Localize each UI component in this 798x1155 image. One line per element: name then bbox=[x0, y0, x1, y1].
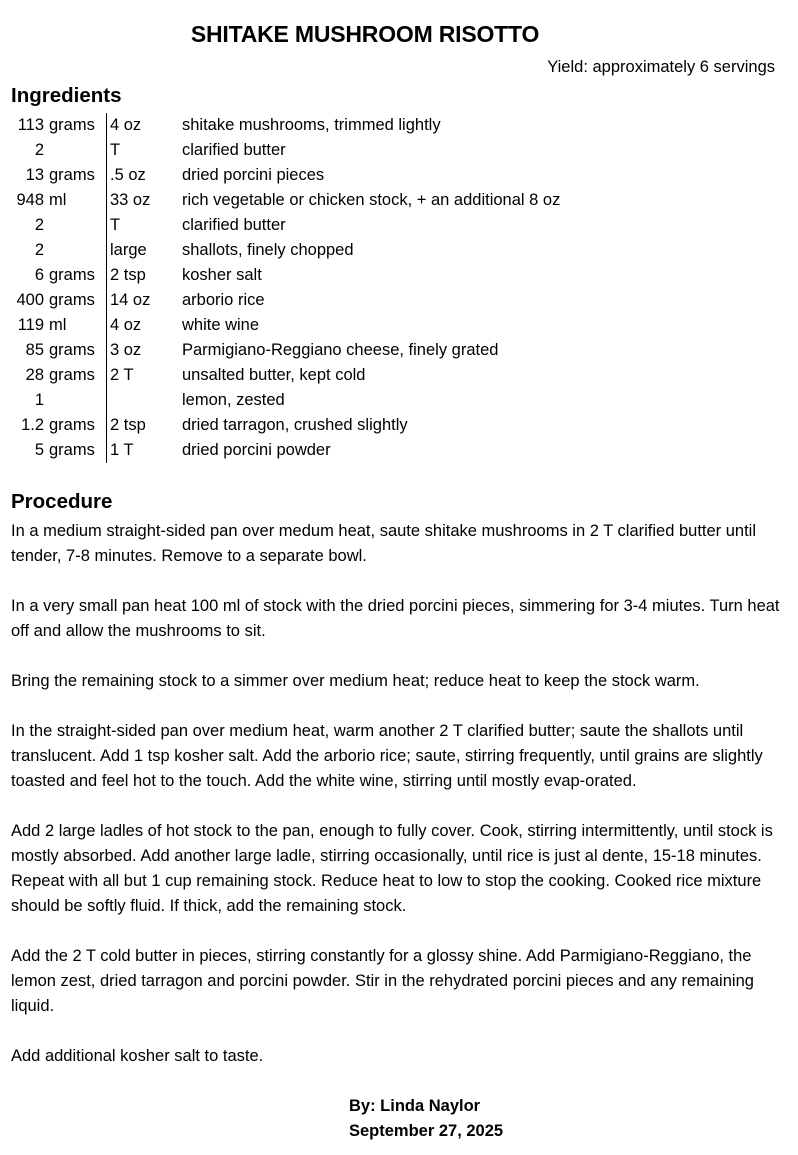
procedure-step: Add 2 large ladles of hot stock to the pan, enough to fully cover. Cook, stirring intermittently, until stock is mostly absorbed. Add another large ladle, stirring occasionally, until rice is just al dente, 15-18 minutes. Repeat with all but 1 cup remaining stock. Reduce heat to low to stop the cooking. Cooked rice mixture should be softly fluid. If thick, add the remaining stock. bbox=[11, 822, 773, 915]
ingredients-table bbox=[8, 113, 560, 463]
ingredient-description: lemon, zested bbox=[182, 391, 285, 409]
ingredient-row bbox=[8, 213, 560, 238]
ingredient-qty: 113 bbox=[17, 116, 44, 134]
ingredient-description: clarified butter bbox=[182, 141, 286, 159]
procedure-step: Add the 2 T cold butter in pieces, stirring constantly for a glossy shine. Add Parmigiano-Reggiano, the lemon zest, dried tarragon and porcini powder. Stir in the rehydrated porcini pieces and any remaining liquid. bbox=[11, 947, 754, 1015]
ingredient-row bbox=[8, 188, 560, 213]
ingredient-description: arborio rice bbox=[182, 291, 265, 309]
ingredient-description: clarified butter bbox=[182, 216, 286, 234]
ingredient-us-measure: .5 oz bbox=[107, 163, 183, 188]
ingredient-qty: 13 bbox=[25, 166, 44, 184]
procedure-step: In a very small pan heat 100 ml of stock with the dried porcini pieces, simmering for 3-4 miutes. Turn heat off and allow the mushrooms to sit. bbox=[11, 597, 780, 640]
ingredient-qty: 6 bbox=[34, 266, 44, 284]
ingredient-metric-unit bbox=[49, 213, 107, 238]
ingredient-metric-unit bbox=[49, 238, 107, 263]
ingredient-us-measure bbox=[107, 388, 183, 413]
ingredient-qty: 2 bbox=[34, 241, 44, 259]
ingredient-metric-unit: ml bbox=[49, 191, 67, 209]
ingredient-row bbox=[8, 413, 560, 438]
ingredient-description: shallots, finely chopped bbox=[182, 241, 354, 259]
ingredient-metric-unit bbox=[49, 388, 107, 413]
recipe-title: SHITAKE MUSHROOM RISOTTO bbox=[190, 21, 540, 47]
ingredient-us-measure: T bbox=[107, 213, 183, 238]
author: By: Linda Naylor bbox=[349, 1097, 481, 1115]
procedure-steps bbox=[11, 519, 781, 1094]
ingredient-row bbox=[8, 113, 560, 138]
ingredient-us-measure: large bbox=[107, 238, 183, 263]
ingredient-qty: 119 bbox=[17, 316, 44, 334]
procedure-step: In the straight-sided pan over medium heat, warm another 2 T clarified butter; saute the shallots until translucent. Add 1 tsp kosher salt. Add the arborio rice; saute, stirring frequently, until grains are slightly toasted and feel hot to the touch. Add the white wine, stirring until mostly evap-orated. bbox=[11, 722, 763, 790]
ingredient-description: Parmigiano-Reggiano cheese, finely grated bbox=[182, 341, 499, 359]
ingredient-metric-unit: grams bbox=[49, 341, 95, 359]
ingredient-qty: 2 bbox=[34, 216, 44, 234]
ingredient-row bbox=[8, 163, 560, 188]
ingredient-qty: 5 bbox=[34, 441, 44, 459]
ingredient-row bbox=[8, 138, 560, 163]
ingredient-metric-unit: grams bbox=[49, 166, 95, 184]
ingredient-description: shitake mushrooms, trimmed lightly bbox=[182, 116, 441, 134]
ingredient-row bbox=[8, 238, 560, 263]
ingredient-metric-unit: grams bbox=[49, 416, 95, 434]
ingredient-description: unsalted butter, kept cold bbox=[182, 366, 366, 384]
ingredient-row bbox=[8, 363, 560, 388]
ingredient-qty: 400 bbox=[16, 291, 44, 309]
ingredient-us-measure: 2 tsp bbox=[107, 413, 183, 438]
ingredient-us-measure: 4 oz bbox=[107, 313, 183, 338]
procedure-heading: Procedure bbox=[11, 490, 113, 513]
ingredient-us-measure: 14 oz bbox=[107, 288, 183, 313]
ingredient-us-measure: 1 T bbox=[107, 438, 183, 463]
procedure-step: Bring the remaining stock to a simmer over medium heat; reduce heat to keep the stock warm. bbox=[11, 672, 700, 690]
ingredient-qty: 2 bbox=[34, 141, 44, 159]
ingredient-row bbox=[8, 438, 560, 463]
ingredient-us-measure: 2 tsp bbox=[107, 263, 183, 288]
ingredient-row bbox=[8, 338, 560, 363]
ingredient-qty: 28 bbox=[25, 366, 44, 384]
ingredient-qty: 85 bbox=[25, 341, 44, 359]
ingredient-description: dried porcini pieces bbox=[182, 166, 325, 184]
yield-text: Yield: approximately 6 servings bbox=[547, 58, 775, 76]
ingredient-description: rich vegetable or chicken stock, + an additional 8 oz bbox=[182, 191, 561, 209]
date: September 27, 2025 bbox=[349, 1122, 504, 1140]
ingredient-us-measure: 2 T bbox=[107, 363, 183, 388]
ingredient-metric-unit: grams bbox=[49, 116, 95, 134]
ingredient-row bbox=[8, 288, 560, 313]
ingredient-row bbox=[8, 388, 560, 413]
ingredient-us-measure: T bbox=[107, 138, 183, 163]
ingredient-description: white wine bbox=[182, 316, 260, 334]
ingredient-qty: 1.2 bbox=[21, 416, 44, 434]
ingredient-row bbox=[8, 313, 560, 338]
ingredient-qty: 948 bbox=[16, 191, 44, 209]
procedure-step: Add additional kosher salt to taste. bbox=[11, 1047, 264, 1065]
ingredient-qty: 1 bbox=[34, 391, 44, 409]
ingredient-us-measure: 4 oz bbox=[107, 113, 183, 138]
ingredient-metric-unit: grams bbox=[49, 441, 95, 459]
ingredient-description: dried tarragon, crushed slightly bbox=[182, 416, 408, 434]
ingredient-metric-unit: ml bbox=[49, 316, 67, 334]
ingredient-metric-unit: grams bbox=[49, 266, 95, 284]
ingredient-description: dried porcini powder bbox=[182, 441, 331, 459]
ingredients-heading: Ingredients bbox=[11, 84, 122, 107]
ingredient-row bbox=[8, 263, 560, 288]
ingredient-description: kosher salt bbox=[182, 266, 262, 284]
ingredient-us-measure: 3 oz bbox=[107, 338, 183, 363]
signoff bbox=[349, 1094, 503, 1144]
ingredient-metric-unit bbox=[49, 138, 107, 163]
ingredient-metric-unit: grams bbox=[49, 366, 95, 384]
ingredient-us-measure: 33 oz bbox=[107, 188, 183, 213]
procedure-step: In a medium straight-sided pan over medum heat, saute shitake mushrooms in 2 T clarified butter until tender, 7-8 minutes. Remove to a separate bowl. bbox=[11, 522, 757, 565]
ingredient-metric-unit: grams bbox=[49, 291, 95, 309]
